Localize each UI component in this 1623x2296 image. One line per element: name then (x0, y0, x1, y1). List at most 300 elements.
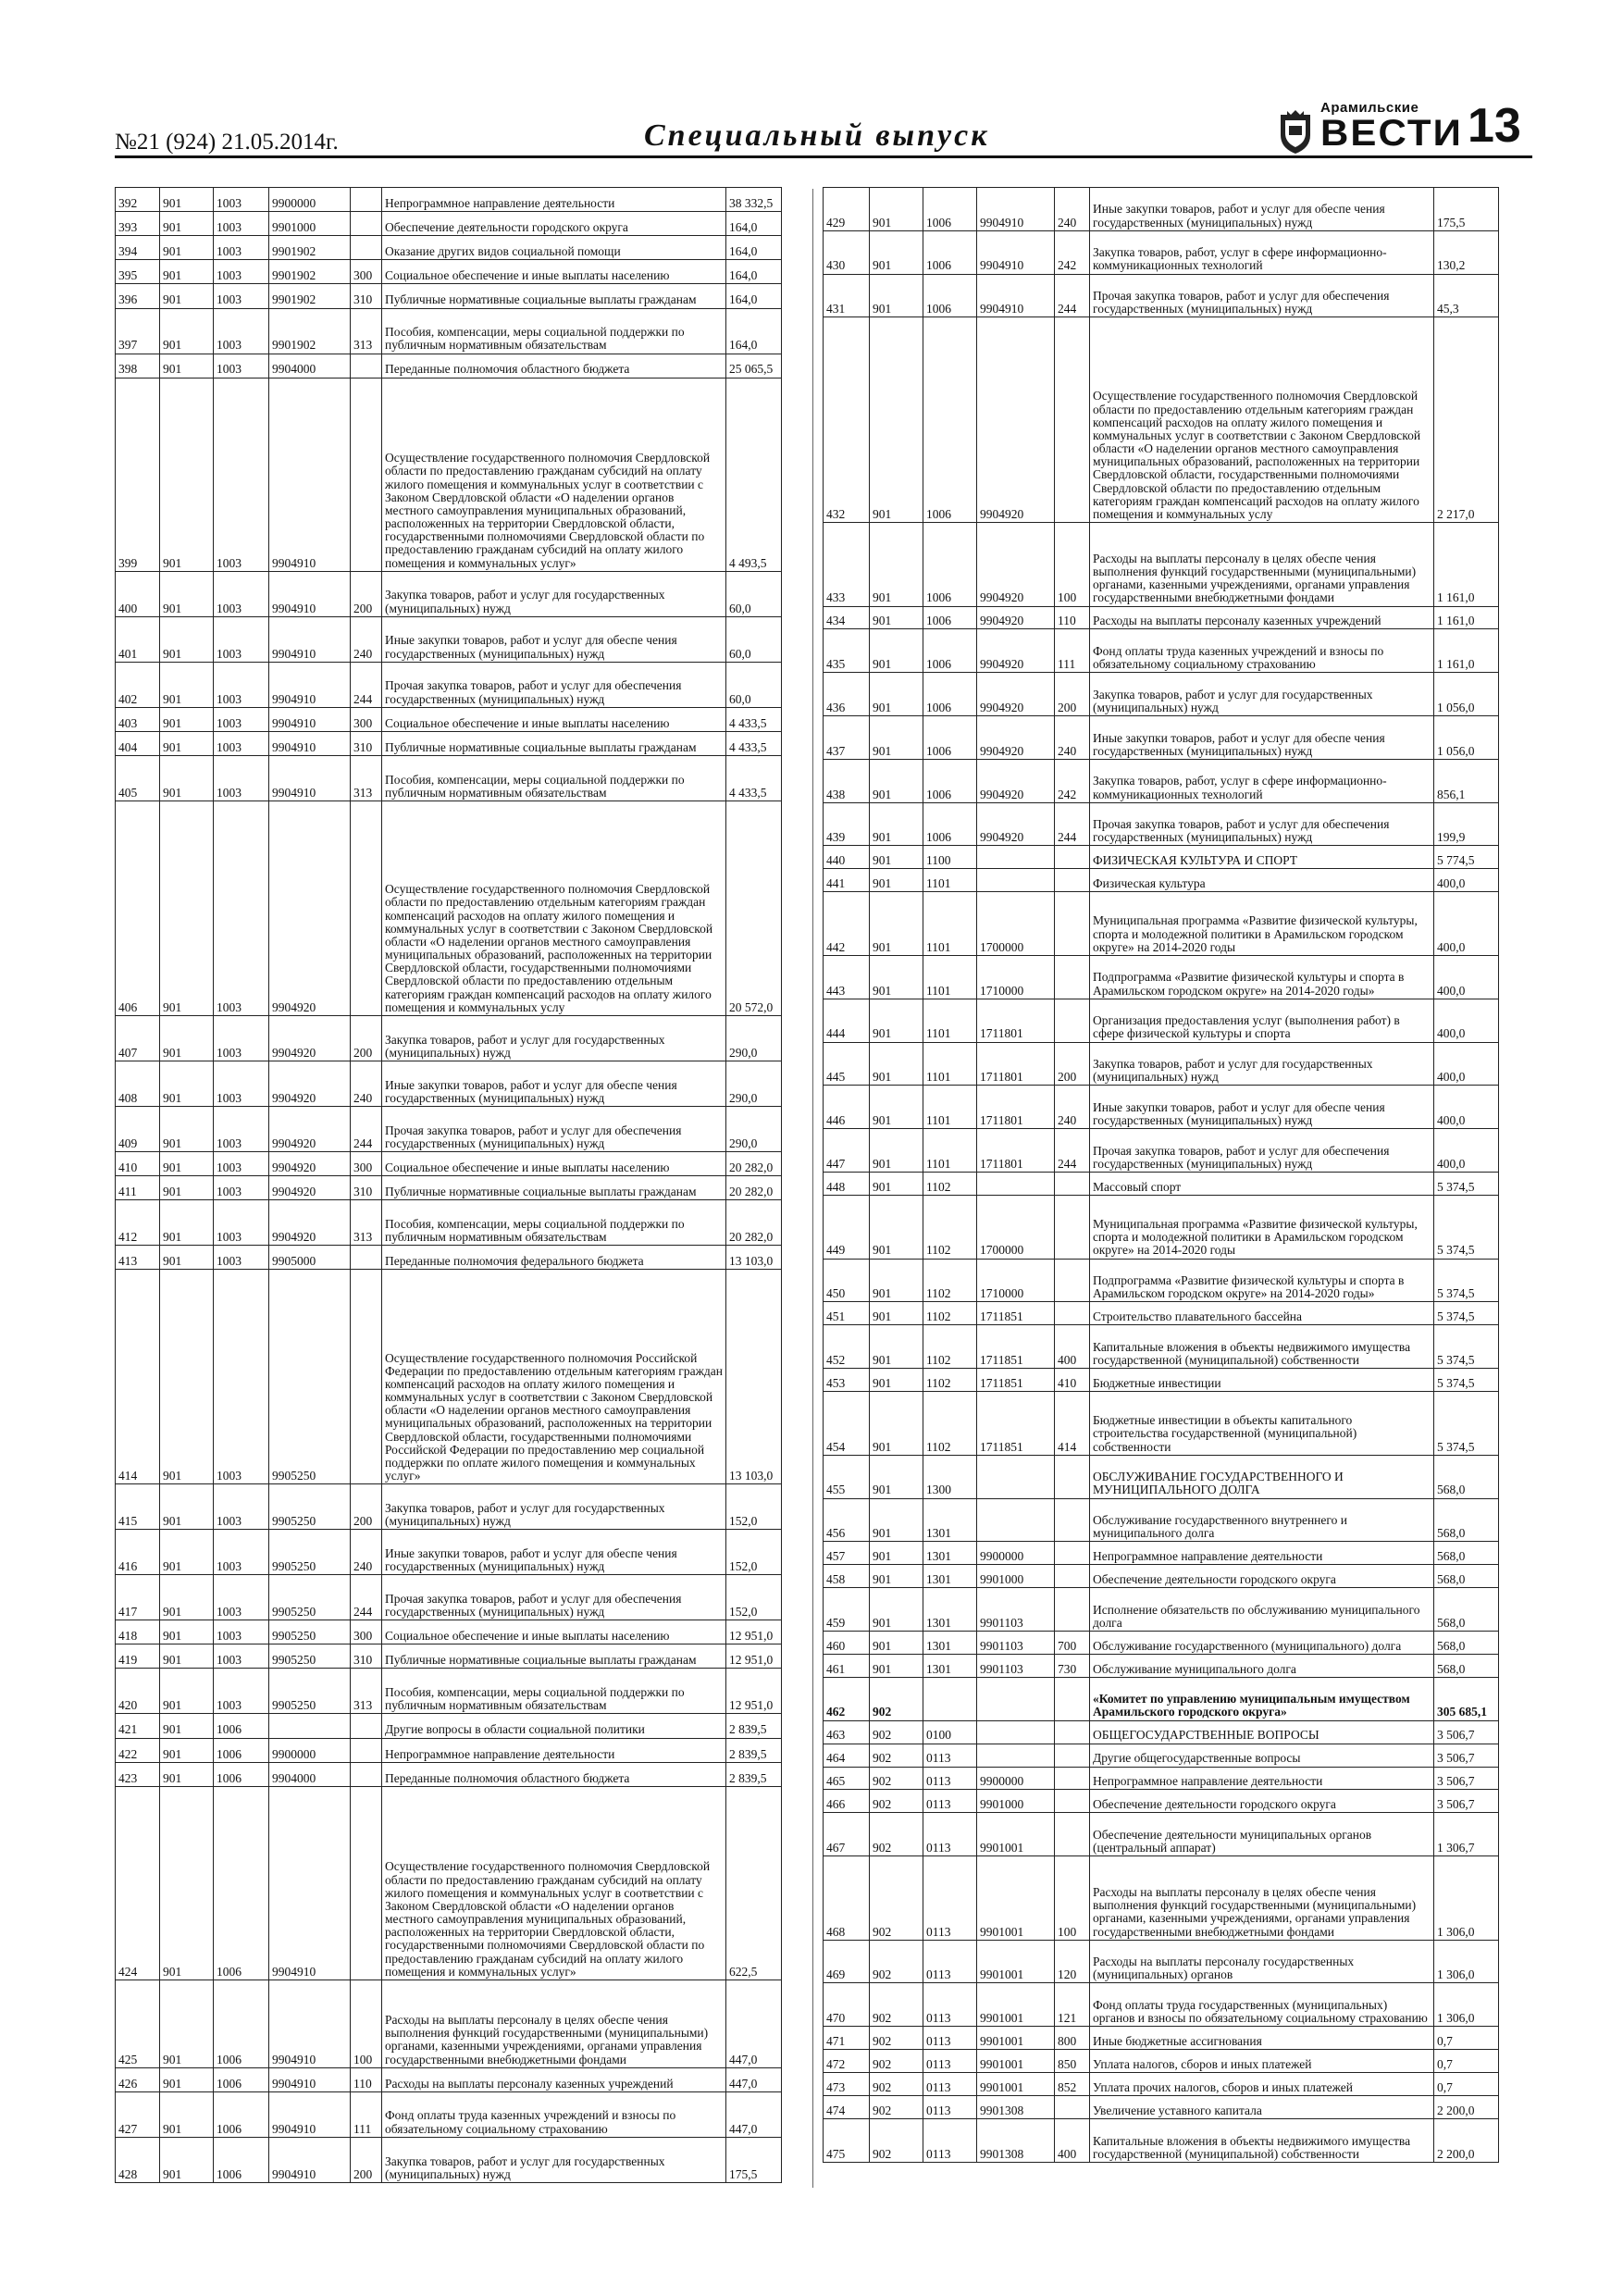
table-row (116, 1644, 782, 1669)
table-row (824, 317, 1499, 523)
table-row (824, 1392, 1499, 1456)
table-row (824, 2027, 1499, 2050)
amount: 164,0 (726, 212, 782, 236)
section-code: 1003 (214, 1176, 269, 1200)
section-code: 1102 (923, 1302, 977, 1325)
admin-code: 901 (160, 1270, 214, 1484)
admin-code: 901 (160, 2091, 214, 2137)
amount: 130,2 (1434, 230, 1499, 274)
row-number: 393 (116, 212, 160, 236)
section-code: 1003 (214, 1530, 269, 1575)
amount: 568,0 (1434, 1631, 1499, 1654)
description: Непрограммное направление деятельности (382, 188, 726, 212)
target-article-code: 9901001 (977, 1983, 1055, 2027)
target-article-code: 9901001 (977, 1856, 1055, 1941)
section-code (923, 1677, 977, 1720)
section-code: 1102 (923, 1259, 977, 1302)
issue-paren: (924) (166, 130, 217, 155)
row-number: 404 (116, 731, 160, 755)
logo-title: ВЕСТИ (1320, 113, 1463, 154)
expense-type-code (1055, 869, 1090, 892)
expense-type-code: 244 (351, 1106, 382, 1151)
row-number: 452 (824, 1325, 870, 1369)
description: Муниципальная программа «Развитие физической культуры, спорта и молодежной политики в Арамильском городском округе» на 2014-2020 годы (1090, 1195, 1434, 1259)
table-row (116, 800, 782, 1015)
section-code: 1006 (923, 317, 977, 523)
target-article-code: 9904920 (269, 1200, 351, 1246)
description: Прочая закупка товаров, работ и услуг для обеспечения государственных (муниципальных) нужд (1090, 1129, 1434, 1173)
amount: 290,0 (726, 1061, 782, 1106)
description: Бюджетные инвестиции в объекты капитального строительства государственной (муниципальной) собственности (1090, 1392, 1434, 1456)
table-row (824, 1542, 1499, 1565)
target-article-code: 1711801 (977, 1129, 1055, 1173)
table-row (116, 212, 782, 236)
amount: 13 103,0 (726, 1270, 782, 1484)
admin-code: 901 (870, 716, 923, 760)
description: Иные закупки товаров, работ и услуг для обеспе чения государственных (муниципальных) нужд (1090, 1086, 1434, 1129)
amount: 4 433,5 (726, 731, 782, 755)
row-number: 444 (824, 999, 870, 1042)
row-number: 473 (824, 2073, 870, 2096)
section-code: 1102 (923, 1325, 977, 1369)
admin-code: 901 (160, 1106, 214, 1151)
section-code: 1003 (214, 1575, 269, 1620)
target-article-code: 9900000 (977, 1767, 1055, 1790)
admin-code: 902 (870, 2073, 923, 2096)
section-code: 1101 (923, 869, 977, 892)
table-row (824, 2073, 1499, 2096)
table-row (116, 1106, 782, 1151)
description: Уплата прочих налогов, сборов и иных платежей (1090, 2073, 1434, 2096)
expense-type-code (1055, 1677, 1090, 1720)
row-number: 409 (116, 1106, 160, 1151)
expense-type-code: 313 (351, 1200, 382, 1246)
description: Социальное обеспечение и иные выплаты населению (382, 707, 726, 731)
row-number: 438 (824, 759, 870, 802)
amount: 60,0 (726, 662, 782, 707)
table-row (116, 1620, 782, 1644)
amount: 20 282,0 (726, 1151, 782, 1175)
admin-code: 901 (870, 1654, 923, 1677)
section-code: 0113 (923, 1983, 977, 2027)
amount: 1 056,0 (1434, 716, 1499, 760)
admin-code: 901 (870, 606, 923, 629)
target-article-code (269, 1714, 351, 1738)
description: Муниципальная программа «Развитие физической культуры, спорта и молодежной политики в Арамильском городском округе» на 2014-2020 годы (1090, 892, 1434, 956)
section-code: 1003 (214, 755, 269, 800)
section-code: 1003 (214, 1620, 269, 1644)
amount: 12 951,0 (726, 1669, 782, 1714)
table-row (824, 759, 1499, 802)
admin-code: 901 (870, 317, 923, 523)
table-row (824, 1086, 1499, 1129)
expense-type-code: 730 (1055, 1654, 1090, 1677)
table-row (824, 1856, 1499, 1941)
amount: 5 774,5 (1434, 846, 1499, 869)
target-article-code: 9904920 (269, 1061, 351, 1106)
description: ОБСЛУЖИВАНИЕ ГОСУДАРСТВЕННОГО И МУНИЦИПАЛЬНОГО ДОЛГА (1090, 1455, 1434, 1498)
description: Капитальные вложения в объекты недвижимого имущества государственной (муниципальной) собственности (1090, 2119, 1434, 2163)
row-number: 468 (824, 1856, 870, 1941)
section-code: 1003 (214, 308, 269, 354)
description: Пособия, компенсации, меры социальной поддержки по публичным нормативным обязательствам (382, 755, 726, 800)
amount: 4 433,5 (726, 707, 782, 731)
row-number: 405 (116, 755, 160, 800)
admin-code: 901 (160, 354, 214, 378)
description: Исполнение обязательств по обслуживанию муниципального долга (1090, 1588, 1434, 1632)
row-number: 408 (116, 1061, 160, 1106)
row-number: 458 (824, 1565, 870, 1588)
row-number: 464 (824, 1744, 870, 1767)
expense-type-code (1055, 999, 1090, 1042)
admin-code: 901 (870, 1369, 923, 1392)
section-code: 1006 (923, 523, 977, 607)
admin-code: 902 (870, 2027, 923, 2050)
description: Строительство плавательного бассейна (1090, 1302, 1434, 1325)
description: Обслуживание государственного внутреннего и муниципального долга (1090, 1498, 1434, 1542)
row-number: 461 (824, 1654, 870, 1677)
section-code: 1003 (214, 1484, 269, 1530)
row-number: 469 (824, 1940, 870, 1983)
description: Иные закупки товаров, работ и услуг для обеспе чения государственных (муниципальных) нужд (382, 1530, 726, 1575)
amount: 856,1 (1434, 759, 1499, 802)
description: «Комитет по управлению муниципальным имуществом Арамильского городского округа» (1090, 1677, 1434, 1720)
description: Подпрограмма «Развитие физической культуры и спорта в Арамильском городском округе» на 2014-2020 годы» (1090, 1259, 1434, 1302)
description: Социальное обеспечение и иные выплаты населению (382, 260, 726, 284)
section-code: 1003 (214, 1669, 269, 1714)
description: Публичные нормативные социальные выплаты гражданам (382, 731, 726, 755)
expense-type-code (1055, 2096, 1090, 2119)
target-article-code: 9904920 (269, 1106, 351, 1151)
row-number: 403 (116, 707, 160, 731)
row-number: 465 (824, 1767, 870, 1790)
row-number: 402 (116, 662, 160, 707)
row-number: 397 (116, 308, 160, 354)
admin-code: 902 (870, 1744, 923, 1767)
target-article-code (977, 1720, 1055, 1744)
table-row (116, 1786, 782, 1980)
admin-code: 901 (160, 260, 214, 284)
target-article-code: 9900000 (269, 1738, 351, 1762)
table-row (824, 2050, 1499, 2073)
target-article-code: 9901902 (269, 260, 351, 284)
admin-code: 901 (160, 1176, 214, 1200)
amount: 5 374,5 (1434, 1325, 1499, 1369)
admin-code: 901 (870, 274, 923, 317)
row-number: 406 (116, 800, 160, 1015)
expense-type-code (1055, 1455, 1090, 1498)
row-number: 443 (824, 956, 870, 999)
expense-type-code (351, 1270, 382, 1484)
section-code: 1003 (214, 260, 269, 284)
table-row (116, 616, 782, 662)
description: Прочая закупка товаров, работ и услуг для обеспечения государственных (муниципальных) нужд (382, 1575, 726, 1620)
amount: 164,0 (726, 284, 782, 308)
row-number: 449 (824, 1195, 870, 1259)
description: Осуществление государственного полномочия Свердловской области по предоставлению отдельным категориям граждан компенсаций расходов на оплату жилого помещения и коммунальных услуг в соответствии с Законом Свердловской области «О наделении органов местного самоуправления муниципальных образований, расположенных на территории Свердловской области, государственными полномочиями Свердловской области по предоставлению отдельным категориям граждан компенсаций расходов на оплату жилого помещения и коммунальных услу (382, 800, 726, 1015)
admin-code: 901 (870, 956, 923, 999)
admin-code: 901 (160, 1061, 214, 1106)
amount: 568,0 (1434, 1498, 1499, 1542)
amount: 2 200,0 (1434, 2119, 1499, 2163)
target-article-code: 9904000 (269, 1762, 351, 1786)
row-number: 442 (824, 892, 870, 956)
target-article-code: 9905250 (269, 1270, 351, 1484)
expense-type-code: 242 (1055, 759, 1090, 802)
table-row (824, 1744, 1499, 1767)
expense-type-code (1055, 1744, 1090, 1767)
row-number: 471 (824, 2027, 870, 2050)
table-row (824, 1790, 1499, 1813)
target-article-code (977, 1744, 1055, 1767)
amount: 45,3 (1434, 274, 1499, 317)
admin-code: 901 (160, 1575, 214, 1620)
row-number: 450 (824, 1259, 870, 1302)
table-row (116, 354, 782, 378)
target-article-code: 9901103 (977, 1588, 1055, 1632)
row-number: 392 (116, 188, 160, 212)
target-article-code (977, 1677, 1055, 1720)
description: Закупка товаров, работ и услуг для государственных (муниципальных) нужд (382, 1016, 726, 1061)
admin-code: 901 (160, 1669, 214, 1714)
description: Расходы на выплаты персоналу государственных (муниципальных) органов (1090, 1940, 1434, 1983)
expense-type-code (1055, 1813, 1090, 1856)
expense-type-code: 240 (351, 1530, 382, 1575)
expense-type-code: 850 (1055, 2050, 1090, 2073)
expense-type-code (1055, 1172, 1090, 1195)
description: Оказание других видов социальной помощи (382, 236, 726, 260)
row-number: 446 (824, 1086, 870, 1129)
target-article-code: 9904920 (269, 800, 351, 1015)
target-article-code: 9904920 (977, 523, 1055, 607)
admin-code: 901 (160, 1016, 214, 1061)
target-article-code: 9900000 (977, 1542, 1055, 1565)
table-row (116, 1575, 782, 1620)
budget-table-left-body (116, 188, 782, 2183)
section-code: 0113 (923, 1790, 977, 1813)
description: Фонд оплаты труда государственных (муниципальных) органов и взносы по обязательному социальному страхованию (1090, 1983, 1434, 2027)
target-article-code: 9904910 (269, 571, 351, 616)
row-number: 421 (116, 1714, 160, 1738)
amount: 4 433,5 (726, 755, 782, 800)
expense-type-code: 400 (1055, 2119, 1090, 2163)
admin-code: 902 (870, 1983, 923, 2027)
table-row (116, 1980, 782, 2067)
amount: 1 306,0 (1434, 1983, 1499, 2027)
table-row (116, 1200, 782, 1246)
target-article-code: 9904910 (269, 1786, 351, 1980)
expense-type-code (351, 354, 382, 378)
description: Закупка товаров, работ и услуг для государственных (муниципальных) нужд (382, 1484, 726, 1530)
description: Закупка товаров, работ, услуг в сфере информационно-коммуникационных технологий (1090, 230, 1434, 274)
page-header (115, 100, 1532, 159)
description: Непрограммное направление деятельности (1090, 1542, 1434, 1565)
target-article-code: 9905250 (269, 1669, 351, 1714)
table-row (824, 846, 1499, 869)
admin-code: 901 (870, 869, 923, 892)
admin-code: 901 (160, 2067, 214, 2091)
row-number: 441 (824, 869, 870, 892)
expense-type-code (1055, 956, 1090, 999)
amount: 3 506,7 (1434, 1790, 1499, 1813)
expense-type-code: 800 (1055, 2027, 1090, 2050)
description: Капитальные вложения в объекты недвижимого имущества государственной (муниципальной) собственности (1090, 1325, 1434, 1369)
row-number: 445 (824, 1042, 870, 1086)
table-row (116, 662, 782, 707)
admin-code: 902 (870, 1940, 923, 1983)
table-row (824, 2119, 1499, 2163)
target-article-code: 9901103 (977, 1654, 1055, 1677)
amount: 622,5 (726, 1786, 782, 1980)
amount: 5 374,5 (1434, 1302, 1499, 1325)
section-code: 1006 (923, 230, 977, 274)
section-code: 1006 (923, 274, 977, 317)
section-code: 1102 (923, 1172, 977, 1195)
section-code: 1003 (214, 1016, 269, 1061)
admin-code: 901 (160, 1530, 214, 1575)
target-article-code: 9904920 (977, 802, 1055, 846)
admin-code: 902 (870, 2096, 923, 2119)
table-row (116, 1246, 782, 1270)
target-article-code (977, 1172, 1055, 1195)
expense-type-code: 244 (351, 662, 382, 707)
expense-type-code (351, 1246, 382, 1270)
description: Публичные нормативные социальные выплаты гражданам (382, 1176, 726, 1200)
description: Обеспечение деятельности городского округа (382, 212, 726, 236)
expense-type-code: 100 (351, 1980, 382, 2067)
expense-type-code: 200 (351, 2137, 382, 2182)
budget-table-right-body (824, 188, 1499, 2163)
section-code: 1003 (214, 1200, 269, 1246)
section-code: 1003 (214, 378, 269, 571)
table-row (116, 260, 782, 284)
description: ФИЗИЧЕСКАЯ КУЛЬТУРА И СПОРТ (1090, 846, 1434, 869)
section-code: 1301 (923, 1588, 977, 1632)
expense-type-code (1055, 1565, 1090, 1588)
table-row (824, 523, 1499, 607)
amount: 3 506,7 (1434, 1767, 1499, 1790)
target-article-code: 9900000 (269, 188, 351, 212)
row-number: 433 (824, 523, 870, 607)
admin-code: 901 (160, 308, 214, 354)
row-number: 460 (824, 1631, 870, 1654)
section-code: 1006 (214, 2067, 269, 2091)
table-row (824, 956, 1499, 999)
expense-type-code (351, 378, 382, 571)
admin-code: 901 (870, 846, 923, 869)
admin-code: 901 (870, 1498, 923, 1542)
amount: 447,0 (726, 1980, 782, 2067)
table-row (824, 1172, 1499, 1195)
admin-code: 901 (870, 1042, 923, 1086)
expense-type-code: 121 (1055, 1983, 1090, 2027)
admin-code: 901 (160, 1246, 214, 1270)
table-row (116, 1738, 782, 1762)
section-code: 1301 (923, 1498, 977, 1542)
expense-type-code: 852 (1055, 2073, 1090, 2096)
section-code: 1006 (214, 2137, 269, 2182)
table-row (116, 2091, 782, 2137)
expense-type-code: 110 (351, 2067, 382, 2091)
target-article-code: 9904920 (269, 1151, 351, 1175)
admin-code: 902 (870, 1720, 923, 1744)
admin-code: 901 (870, 1195, 923, 1259)
amount: 568,0 (1434, 1588, 1499, 1632)
target-article-code: 9901000 (269, 212, 351, 236)
section-code: 1101 (923, 1042, 977, 1086)
section-code: 1003 (214, 662, 269, 707)
amount: 3 506,7 (1434, 1744, 1499, 1767)
amount: 164,0 (726, 236, 782, 260)
row-number: 427 (116, 2091, 160, 2137)
section-code: 1003 (214, 1644, 269, 1669)
row-number: 398 (116, 354, 160, 378)
amount: 5 374,5 (1434, 1392, 1499, 1456)
description: Непрограммное направление деятельности (1090, 1767, 1434, 1790)
row-number: 414 (116, 1270, 160, 1484)
admin-code: 901 (870, 1565, 923, 1588)
row-number: 435 (824, 629, 870, 673)
table-row (824, 1369, 1499, 1392)
target-article-code: 9904910 (269, 731, 351, 755)
admin-code: 901 (870, 673, 923, 716)
amount: 447,0 (726, 2067, 782, 2091)
expense-type-code: 310 (351, 1176, 382, 1200)
expense-type-code (1055, 1542, 1090, 1565)
coat-of-arms-icon (1278, 109, 1313, 155)
expense-type-code (351, 1738, 382, 1762)
admin-code: 901 (160, 1762, 214, 1786)
table-row (824, 1677, 1499, 1720)
amount: 1 161,0 (1434, 606, 1499, 629)
description: Расходы на выплаты персоналу в целях обеспе чения выполнения функций государственными (муниципальными) органами, казенными учреждениями, органами управления государственными внебюджетными фондами (1090, 523, 1434, 607)
row-number: 432 (824, 317, 870, 523)
section-code: 1100 (923, 846, 977, 869)
table-row (116, 1484, 782, 1530)
description: Закупка товаров, работ и услуг для государственных (муниципальных) нужд (1090, 1042, 1434, 1086)
table-row (824, 1813, 1499, 1856)
row-number: 451 (824, 1302, 870, 1325)
expense-type-code (351, 1714, 382, 1738)
section-code: 1300 (923, 1455, 977, 1498)
admin-code: 902 (870, 1856, 923, 1941)
description: Осуществление государственного полномочия Свердловской области по предоставлению гражданам субсидий на оплату жилого помещения и коммунальных услуг в соответствии с Законом Свердловской области «О наделении органов местного самоуправления муниципальных образований, расположенных на территории Свердловской области, государственными полномочиями Свердловской области по предоставлению гражданам субсидий на оплату жилого помещения и коммунальных услуг» (382, 1786, 726, 1980)
description: Уплата налогов, сборов и иных платежей (1090, 2050, 1434, 2073)
section-code: 1006 (923, 802, 977, 846)
section-code: 1006 (923, 716, 977, 760)
admin-code: 901 (160, 616, 214, 662)
expense-type-code: 700 (1055, 1631, 1090, 1654)
target-article-code: 9901000 (977, 1790, 1055, 1813)
target-article-code: 9905250 (269, 1484, 351, 1530)
expense-type-code: 240 (1055, 1086, 1090, 1129)
admin-code: 902 (870, 1813, 923, 1856)
row-number: 453 (824, 1369, 870, 1392)
admin-code: 901 (870, 802, 923, 846)
expense-type-code (351, 236, 382, 260)
target-article-code: 9905250 (269, 1644, 351, 1669)
table-row (116, 1061, 782, 1106)
amount: 290,0 (726, 1016, 782, 1061)
amount: 1 161,0 (1434, 523, 1499, 607)
admin-code: 901 (870, 1086, 923, 1129)
description: Расходы на выплаты персоналу казенных учреждений (1090, 606, 1434, 629)
expense-type-code: 100 (1055, 1856, 1090, 1941)
row-number: 436 (824, 673, 870, 716)
table-row (824, 1325, 1499, 1369)
edition-title: Специальный выпуск (644, 118, 990, 153)
target-article-code: 1711851 (977, 1325, 1055, 1369)
